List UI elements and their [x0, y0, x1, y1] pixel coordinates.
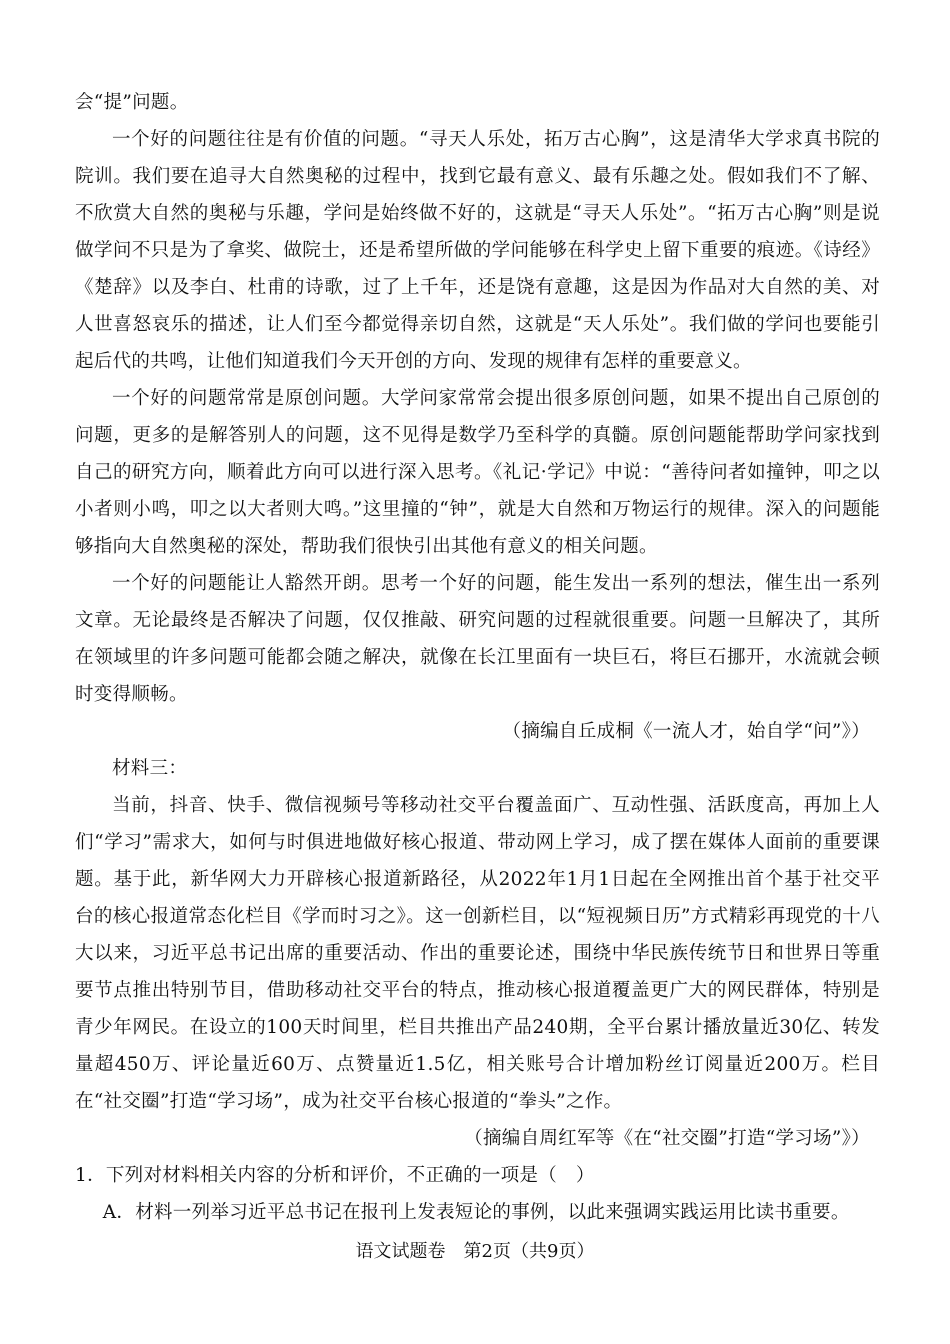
question-option-a: A．材料一列举习近平总书记在报刊上发表短论的事例，以此来强调实践运用比读书重要。 — [102, 1202, 850, 1223]
material3-label: 材料三： — [112, 758, 188, 779]
source-citation-material2: （摘编自丘成桐《一流人才，始自学“问”》） — [502, 721, 870, 742]
source-citation-material3: （摘编自周红军等《在“社交圈”打造“学习场”》） — [464, 1128, 870, 1149]
paragraph-enlightening-question: 一个好的问题能让人豁然开朗。思考一个好的问题，能生发出一系列的想法，催生出一系列文章。无论最终是否解决了问题，仅仅推敲、研究问题的过程就很重要。问题一旦解决了，其所在领域里的许多问题可能都会随之解决，就像在长江里面有一块巨石，将巨石挪开，水流就会顿时变得顺畅。 — [75, 573, 880, 705]
page-content — [75, 84, 880, 1231]
question-stem: 1．下列对材料相关内容的分析和评价，不正确的一项是（ ） — [75, 1165, 595, 1186]
page-footer: 语文试题卷 第2页（共9页） — [355, 1241, 595, 1262]
paragraph-original-question: 一个好的问题常常是原创问题。大学问家常常会提出很多原创问题，如果不提出自己原创的问题，更多的是解答别人的问题，这不见得是数学乃至科学的真髓。原创问题能帮助学问家找到自己的研究方向，顺着此方向可以进行深入思考。《礼记·学记》中说：“善待问者如撞钟，叩之以小者则小鸣，叩之以大者则大鸣。”这里撞的“钟”，就是大自然和万物运行的规律。深入的问题能够指向大自然奥秘的深处，帮助我们很快引出其他有意义的相关问题。 — [75, 388, 880, 557]
paragraph-material3: 当前，抖音、快手、微信视频号等移动社交平台覆盖面广、互动性强、活跃度高，再加上人们“学习”需求大，如何与时俱进地做好核心报道、带动网上学习，成了摆在媒体人面前的重要课题。基于此，新华网大力开辟核心报道新路径，从2022年1月1日起在全网推出首个基于社交平台的核心报道常态化栏目《学而时习之》。这一创新栏目，以“短视频日历”方式精彩再现党的十八大以来，习近平总书记出席的重要活动、作出的重要论述，围绕中华民族传统节日和世界日等重要节点推出特别节目，借助移动社交平台的特点，推动核心报道覆盖更广大的网民群体，特别是青少年网民。在设立的100天时间里，栏目共推出产品240期，全平台累计播放量近30亿、转发量超450万、评论量近60万、点赞量近1.5亿，相关账号合计增加粉丝订阅量近200万。栏目在“社交圈”打造“学习场”，成为社交平台核心报道的“拳头”之作。 — [75, 795, 880, 1112]
paragraph-valuable-question: 一个好的问题往往是有价值的问题。“寻天人乐处，拓万古心胸”，这是清华大学求真书院的院训。我们要在追寻大自然奥秘的过程中，找到它最有意义、最有乐趣之处。假如我们不了解、不欣赏大自然的奥秘与乐趣，学问是始终做不好的，这就是“寻天人乐处”。“拓万古心胸”则是说做学问不只是为了拿奖、做院士，还是希望所做的学问能够在科学史上留下重要的痕迹。《诗经》《楚辞》以及李白、杜甫的诗歌，过了上千年，还是饶有意趣，这是因为作品对大自然的美、对人世喜怒哀乐的描述，让人们至今都觉得亲切自然，这就是“天人乐处”。我们做的学问也要能引起后代的共鸣，让他们知道我们今天开创的方向、发现的规律有怎样的重要意义。 — [75, 129, 880, 372]
paragraph-continued: 会“提”问题。 — [75, 92, 189, 113]
